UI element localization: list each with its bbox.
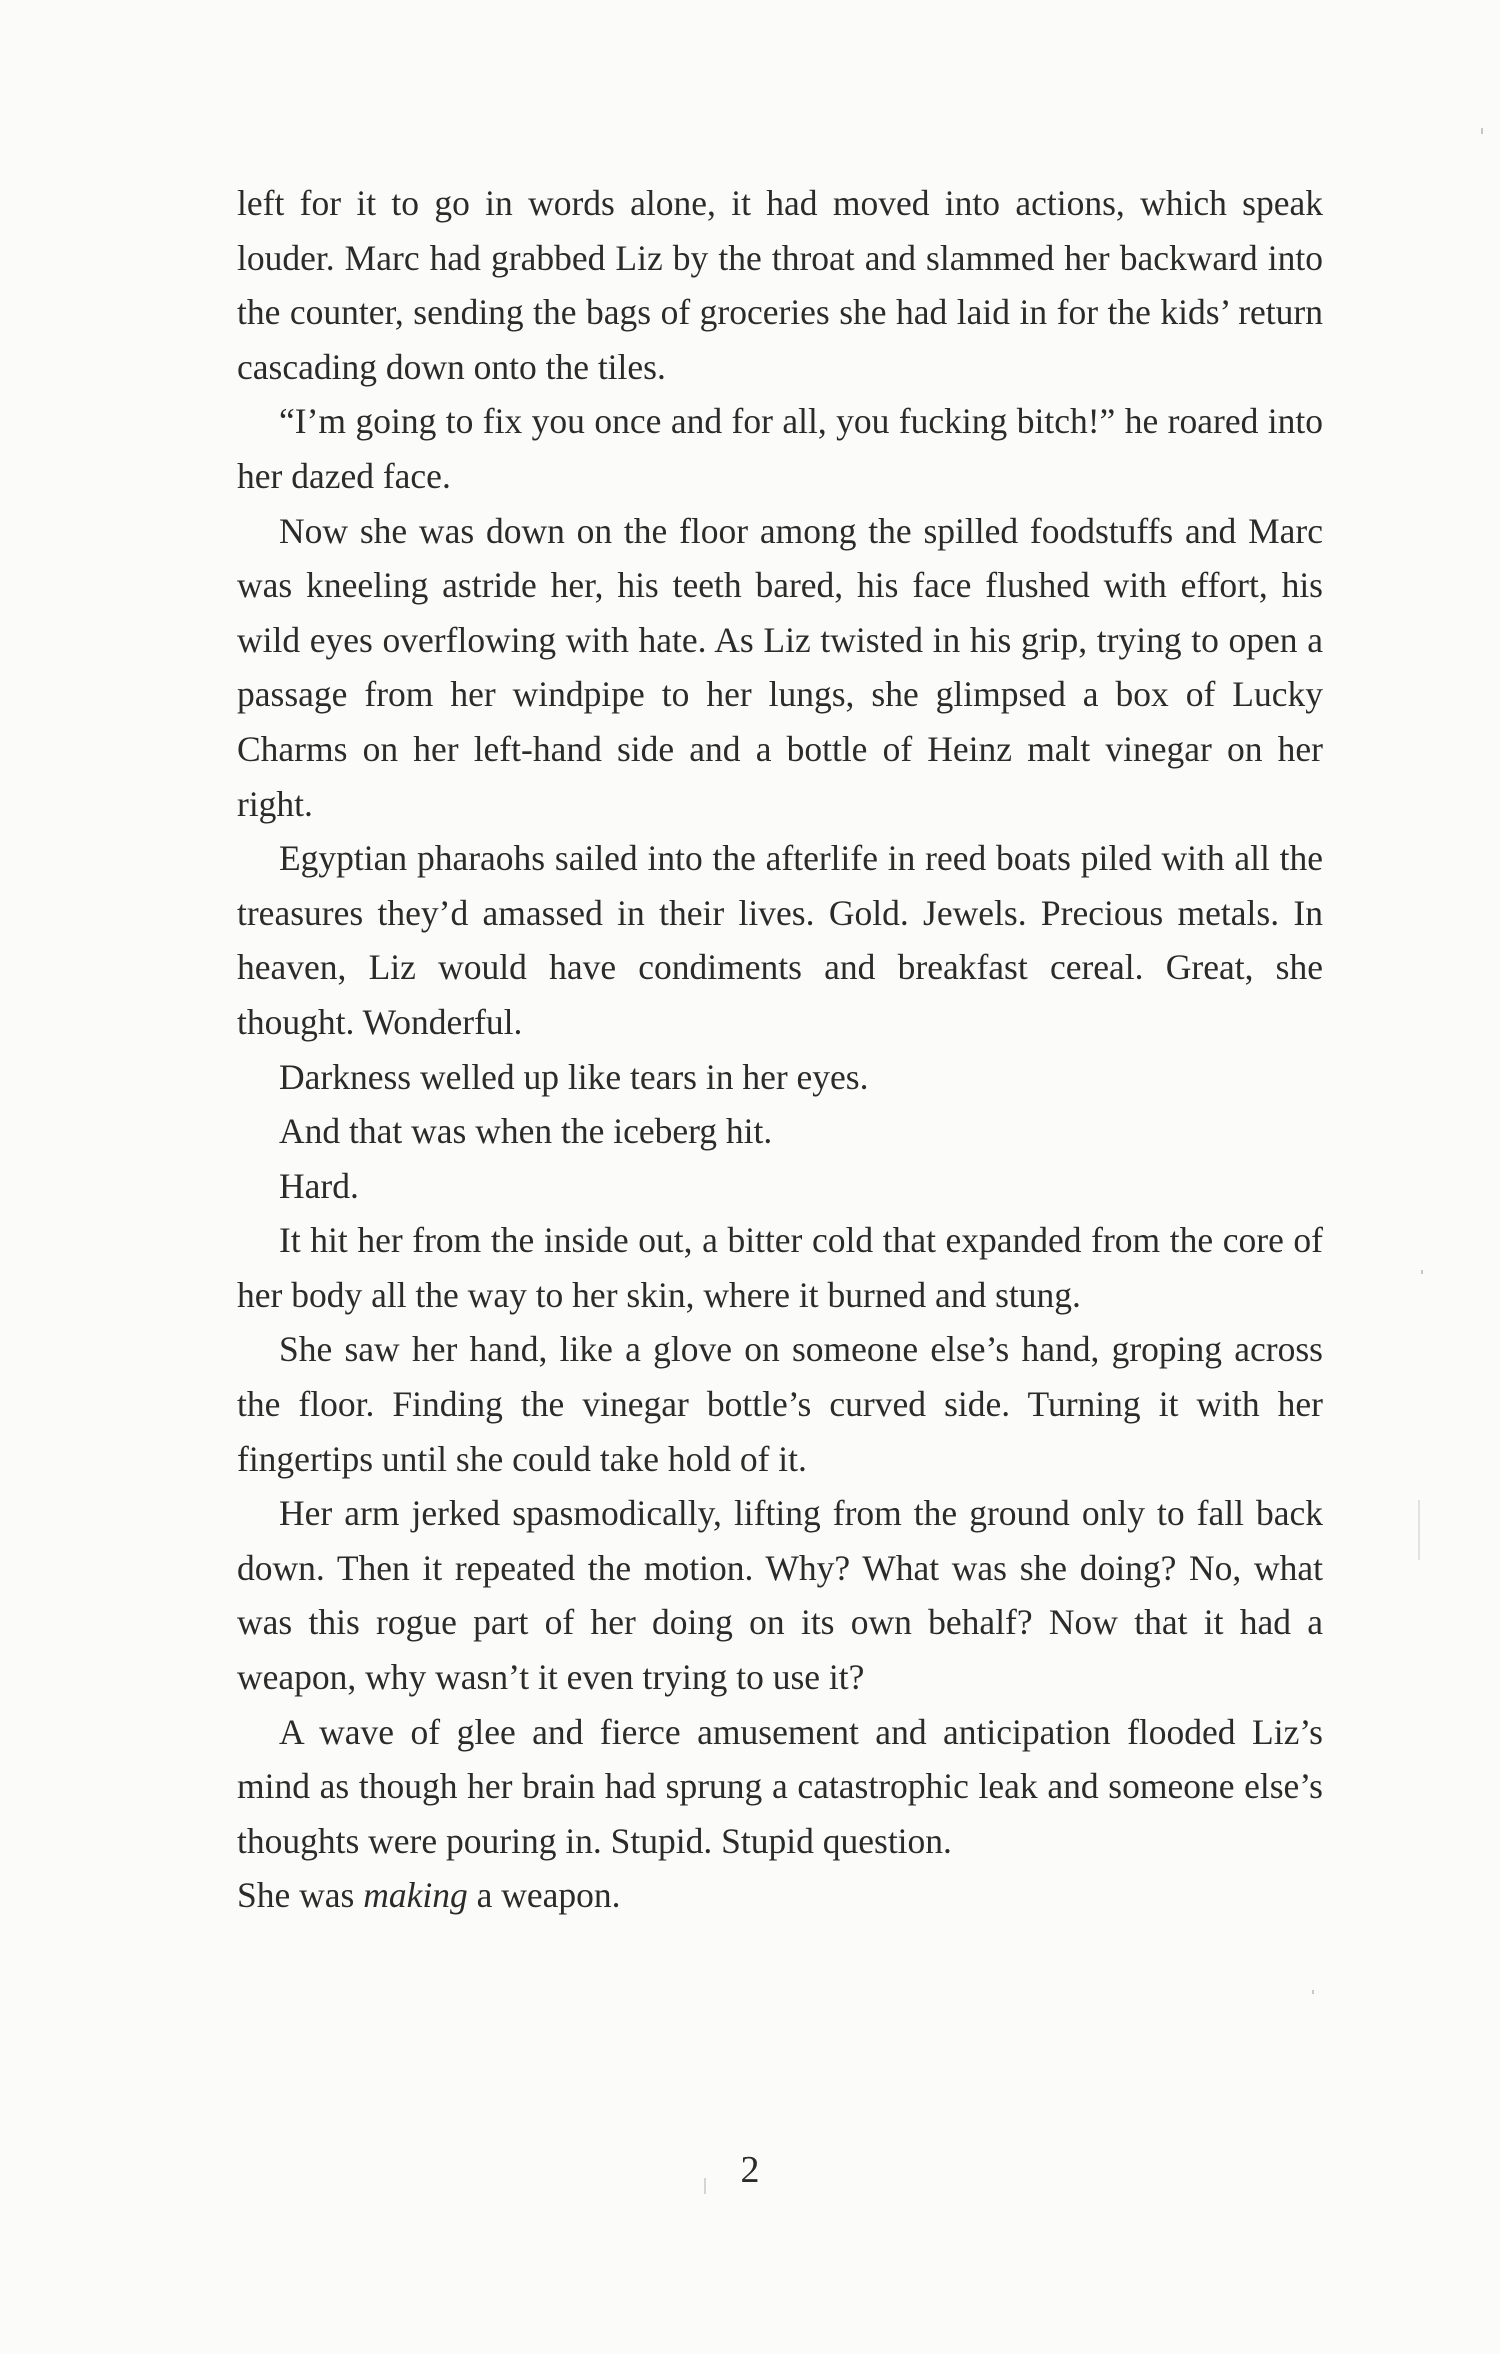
scan-speck — [1418, 1500, 1420, 1560]
paragraph-12 — [237, 1868, 1323, 1923]
paragraph-5: Darkness welled up like tears in her eyes. — [279, 1056, 869, 1097]
paragraph-11: A wave of glee and fierce amusement and anticipation flooded Liz’s mind as though her brain had sprung a catastrophic leak and someone else’s thoughts were pouring in. Stupid. Stupid question. — [237, 1711, 1323, 1861]
paragraph-2: “I’m going to fix you once and for all, you fucking bitch!” he roared into her dazed face. — [237, 401, 1323, 496]
scan-speck — [1312, 1990, 1314, 1994]
paragraph-7: Hard. — [279, 1165, 359, 1206]
paragraph-12-after: a weapon. — [467, 1875, 621, 1916]
paragraph-12-before: She was — [237, 1875, 364, 1916]
paragraph-6: And that was when the iceberg hit. — [279, 1111, 773, 1152]
scan-speck — [1421, 1270, 1423, 1274]
scan-speck — [1481, 128, 1483, 134]
emphasis-making: making — [363, 1875, 468, 1916]
paragraph-3: Now she was down on the floor among the spilled foodstuffs and Marc was kneeling astride her, his teeth bared, his face flushed with effort, his wild eyes overflowing with hate. As Liz twisted in his grip, trying to open a passage from her windpipe to her lungs, she glimpsed a box of Lucky Charms on her left-hand side and a bottle of Heinz malt vinegar on her right. — [237, 510, 1323, 824]
paragraph-9: She saw her hand, like a glove on someone else’s hand, groping across the floor. Finding the vinegar bottle’s curved side. Turning it with her fingertips until she could take hold of it. — [237, 1329, 1323, 1479]
page-number: 2 — [740, 2149, 760, 2191]
paragraph-4: Egyptian pharaohs sailed into the afterlife in reed boats piled with all the treasures they’d amassed in their lives. Gold. Jewels. Precious metals. In heaven, Liz would have condiments and breakfast cereal. Great, she thought. Wonderful. — [237, 838, 1323, 1042]
paragraph-10: Her arm jerked spasmodically, lifting from the ground only to fall back down. Then it repeated the motion. Why? What was she doing? No, what was this rogue part of her doing on its own behalf? Now that it had a weapon, why wasn’t it even trying to use it? — [237, 1493, 1323, 1698]
scan-speck — [704, 2178, 706, 2194]
paragraph-8: It hit her from the inside out, a bitter cold that expanded from the core of her body all the way to her skin, where it burned and stung. — [237, 1220, 1323, 1315]
body-text — [237, 176, 1323, 1923]
paragraph-1: left for it to go in words alone, it had moved into actions, which speak louder. Marc had grabbed Liz by the throat and slammed her backward into the counter, sending the bags of groceries she had laid in for the kids’ return cascading down onto the tiles. — [237, 183, 1323, 387]
